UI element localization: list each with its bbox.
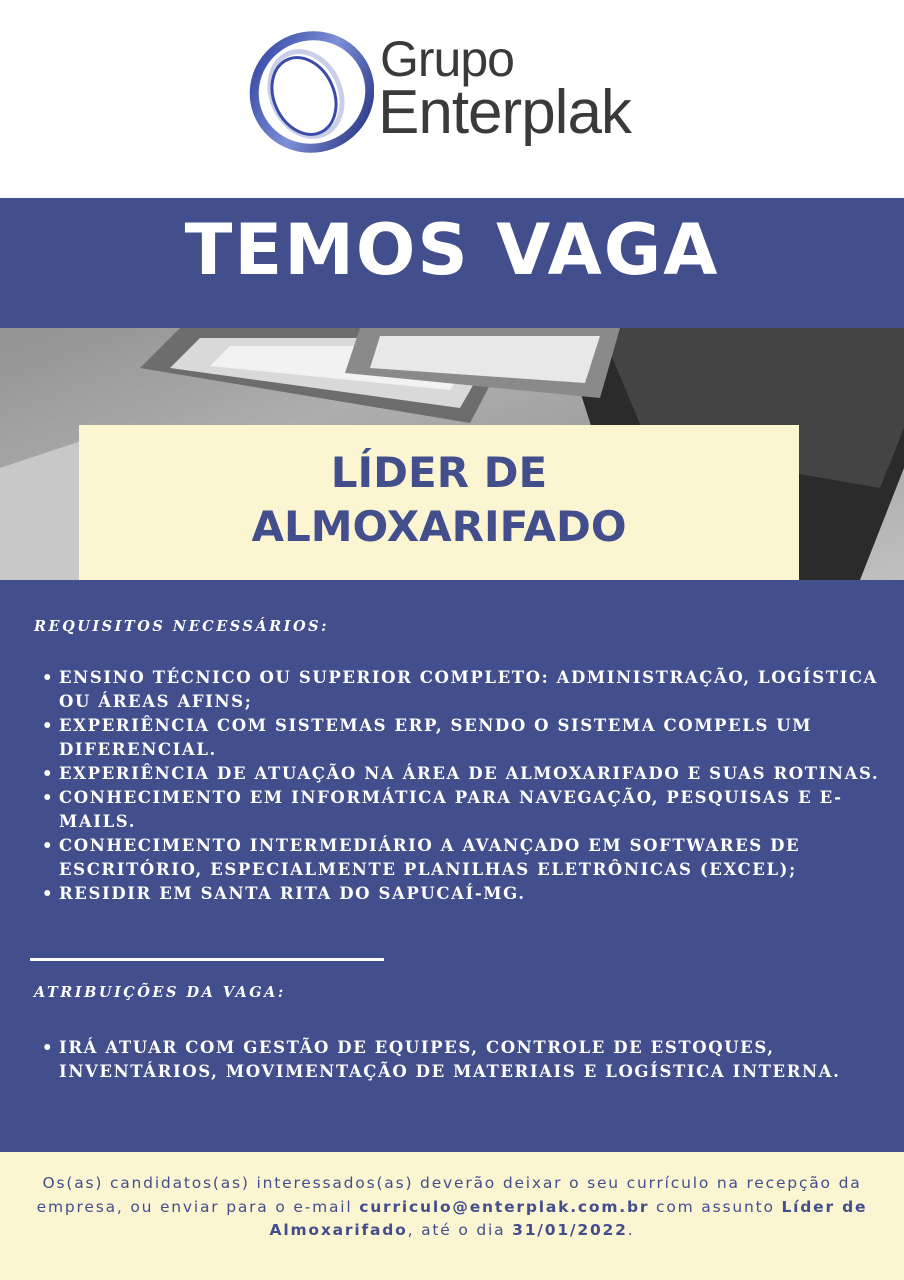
logo-text-grupo: Grupo — [380, 31, 514, 87]
footer-text — [30, 1172, 874, 1243]
list-item: • EXPERIÊNCIA DE ATUAÇÃO NA ÁREA DE ALMOXARIFADO E SUAS ROTINAS. — [42, 762, 892, 786]
section-divider — [30, 958, 384, 961]
requirements-heading: REQUISITOS NECESSÁRIOS: — [34, 618, 329, 635]
requirements-list — [42, 666, 892, 906]
footer-text-part2: com assunto — [649, 1197, 782, 1216]
footer-text-part3: , até o dia — [407, 1221, 513, 1239]
email-subject: Líder de Almoxarifado — [269, 1197, 868, 1239]
job-title-line1: LÍDER DE — [330, 448, 548, 497]
attributions-heading: ATRIBUIÇÕES DA VAGA: — [34, 984, 286, 1001]
deadline-date: 31/01/2022 — [512, 1221, 628, 1239]
banner-title: TEMOS VAGA — [184, 209, 720, 291]
list-item: • ENSINO TÉCNICO OU SUPERIOR COMPLETO: ADMINISTRAÇÃO, LOGÍSTICA OU ÁREAS AFINS; — [42, 666, 892, 714]
logo-text-enterplak: Enterplak — [378, 78, 631, 147]
list-item: • CONHECIMENTO INTERMEDIÁRIO A AVANÇADO EM SOFTWARES DE ESCRITÓRIO, ESPECIALMENTE PLANILHAS ELETRÔNICAS (EXCEL); — [42, 834, 892, 882]
list-item: • RESIDIR EM SANTA RITA DO SAPUCAÍ-MG. — [42, 882, 892, 906]
footer-text-part4: . — [627, 1221, 635, 1239]
contact-email: curriculo@enterplak.com.br — [359, 1197, 650, 1216]
job-title-line2: ALMOXARIFADO — [251, 502, 627, 551]
job-title — [79, 446, 799, 554]
enterplak-logo-icon — [244, 28, 374, 158]
list-item: • EXPERIÊNCIA COM SISTEMAS ERP, SENDO O SISTEMA COMPELS UM DIFERENCIAL. — [42, 714, 892, 762]
list-item: • CONHECIMENTO EM INFORMÁTICA PARA NAVEGAÇÃO, PESQUISAS E E-MAILS. — [42, 786, 892, 834]
list-item: • IRÁ ATUAR COM GESTÃO DE EQUIPES, CONTROLE DE ESTOQUES, INVENTÁRIOS, MOVIMENTAÇÃO DE MATERIAIS E LOGÍSTICA INTERNA. — [42, 1036, 892, 1084]
footer-text-part1: Os(as) candidatos(as) interessados(as) deverão deixar o seu currículo na recepção da empresa, ou enviar para o e-mail — [36, 1174, 862, 1216]
attributions-list — [42, 1036, 892, 1084]
